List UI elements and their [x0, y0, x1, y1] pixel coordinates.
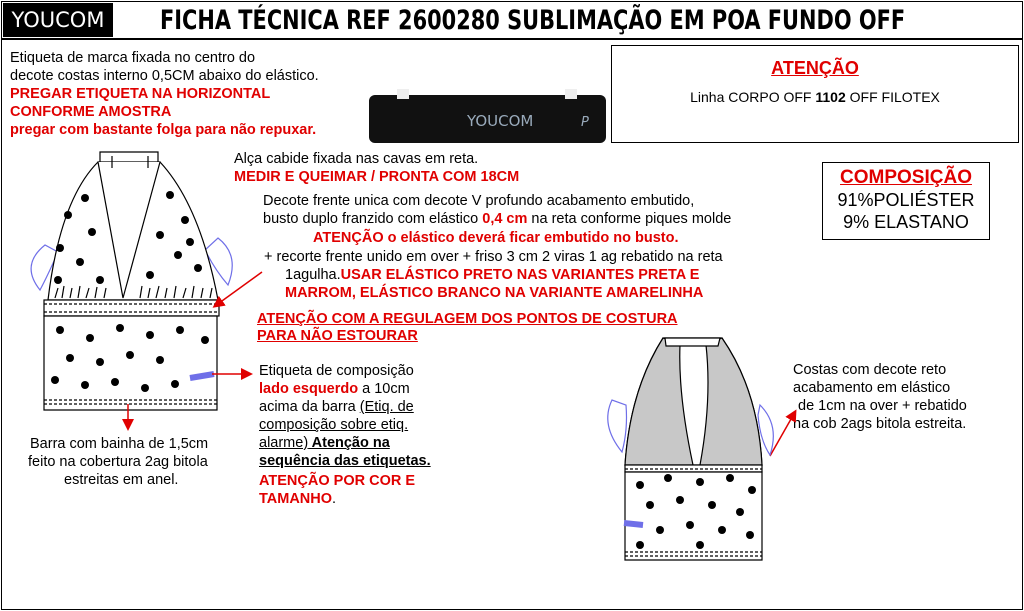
strap-note: Alça cabide fixada nas cavas em reta. [234, 151, 479, 167]
brand-tag-size: P [581, 115, 589, 130]
brand-label-note-1: Etiqueta de marca fixada no centro do [10, 50, 256, 66]
back-note-4: na cob 2ags bitola estreita. [793, 416, 967, 432]
comp-label-note-3: acima da barra (Etiq. de [259, 399, 414, 415]
hem-note-2: feito na cobertura 2ag bitola [28, 454, 208, 470]
brand-tag-text: YOUCOM [467, 112, 534, 130]
strap-red-note: MEDIR E QUEIMAR / PRONTA COM 18CM [234, 169, 520, 185]
composition-box [822, 162, 990, 240]
brand-label-red-3: pregar com bastante folga para não repuxar. [10, 122, 317, 138]
front-red-note-2: MARROM, ELÁSTICO BRANCO NA VARIANTE AMARELINHA [285, 285, 704, 301]
title-divider [1, 38, 1022, 40]
front-red-note-3: ATENÇÃO COM A REGULAGEM DOS PONTOS DE COSTURA [257, 311, 678, 327]
comp-label-note-2: lado esquerdo a 10cm [259, 381, 410, 397]
composition-title: COMPOSIÇÃO [840, 167, 972, 188]
hem-note-1: Barra com bainha de 1,5cm [30, 436, 209, 452]
back-note-2: acabamento em elástico [793, 380, 951, 396]
back-note-3: de 1cm na over + rebatido [798, 398, 967, 414]
brand-label-note-2: decote costas interno 0,5CM abaixo do elástico. [10, 68, 319, 84]
brand-label-red-1: PREGAR ETIQUETA NA HORIZONTAL [10, 86, 271, 102]
front-note-4: 1agulha.USAR ELÁSTICO PRETO NAS VARIANTES PRETA E [285, 267, 700, 283]
comp-label-note-1: Etiqueta de composição [259, 363, 414, 379]
comp-label-note-5: alarme) Atenção na [259, 435, 390, 451]
front-red-note-4: PARA NÃO ESTOURAR [257, 328, 418, 344]
composition-line-1: 91%POLIÉSTER [837, 190, 975, 210]
front-red-note-1: ATENÇÃO o elástico deverá ficar embutido no busto. [313, 230, 679, 246]
back-note-1: Costas com decote reto [793, 362, 947, 378]
brand-tag-image [369, 89, 606, 149]
brand-label-red-2: CONFORME AMOSTRA [10, 104, 172, 120]
front-note-1: Decote frente unica com decote V profundo acabamento embutido, [263, 193, 695, 209]
attention-title: ATENÇÃO [771, 58, 859, 78]
front-note-2: busto duplo franzido com elástico 0,4 cm na reta conforme piques molde [263, 211, 732, 227]
comp-label-note-6: sequência das etiquetas. [259, 453, 431, 469]
composition-line-2: 9% ELASTANO [843, 212, 969, 232]
attention-text: Linha CORPO OFF 1102 OFF FILOTEX [690, 89, 940, 105]
attention-box [611, 45, 1019, 143]
hem-note-3: estreitas em anel. [64, 472, 179, 488]
comp-label-red-1: ATENÇÃO POR COR E [259, 473, 416, 489]
brand-logo: YOUCOM [3, 3, 113, 37]
page-title: FICHA TÉCNICA REF 2600280 SUBLIMAÇÃO EM POA FUNDO OFF [160, 5, 906, 36]
comp-label-note-4: composição sobre etiq. [259, 417, 409, 433]
comp-label-red-2: TAMANHO. [259, 491, 337, 507]
front-note-3: + recorte frente unido em over + friso 3 cm 2 viras 1 ag rebatido na reta [264, 249, 723, 265]
